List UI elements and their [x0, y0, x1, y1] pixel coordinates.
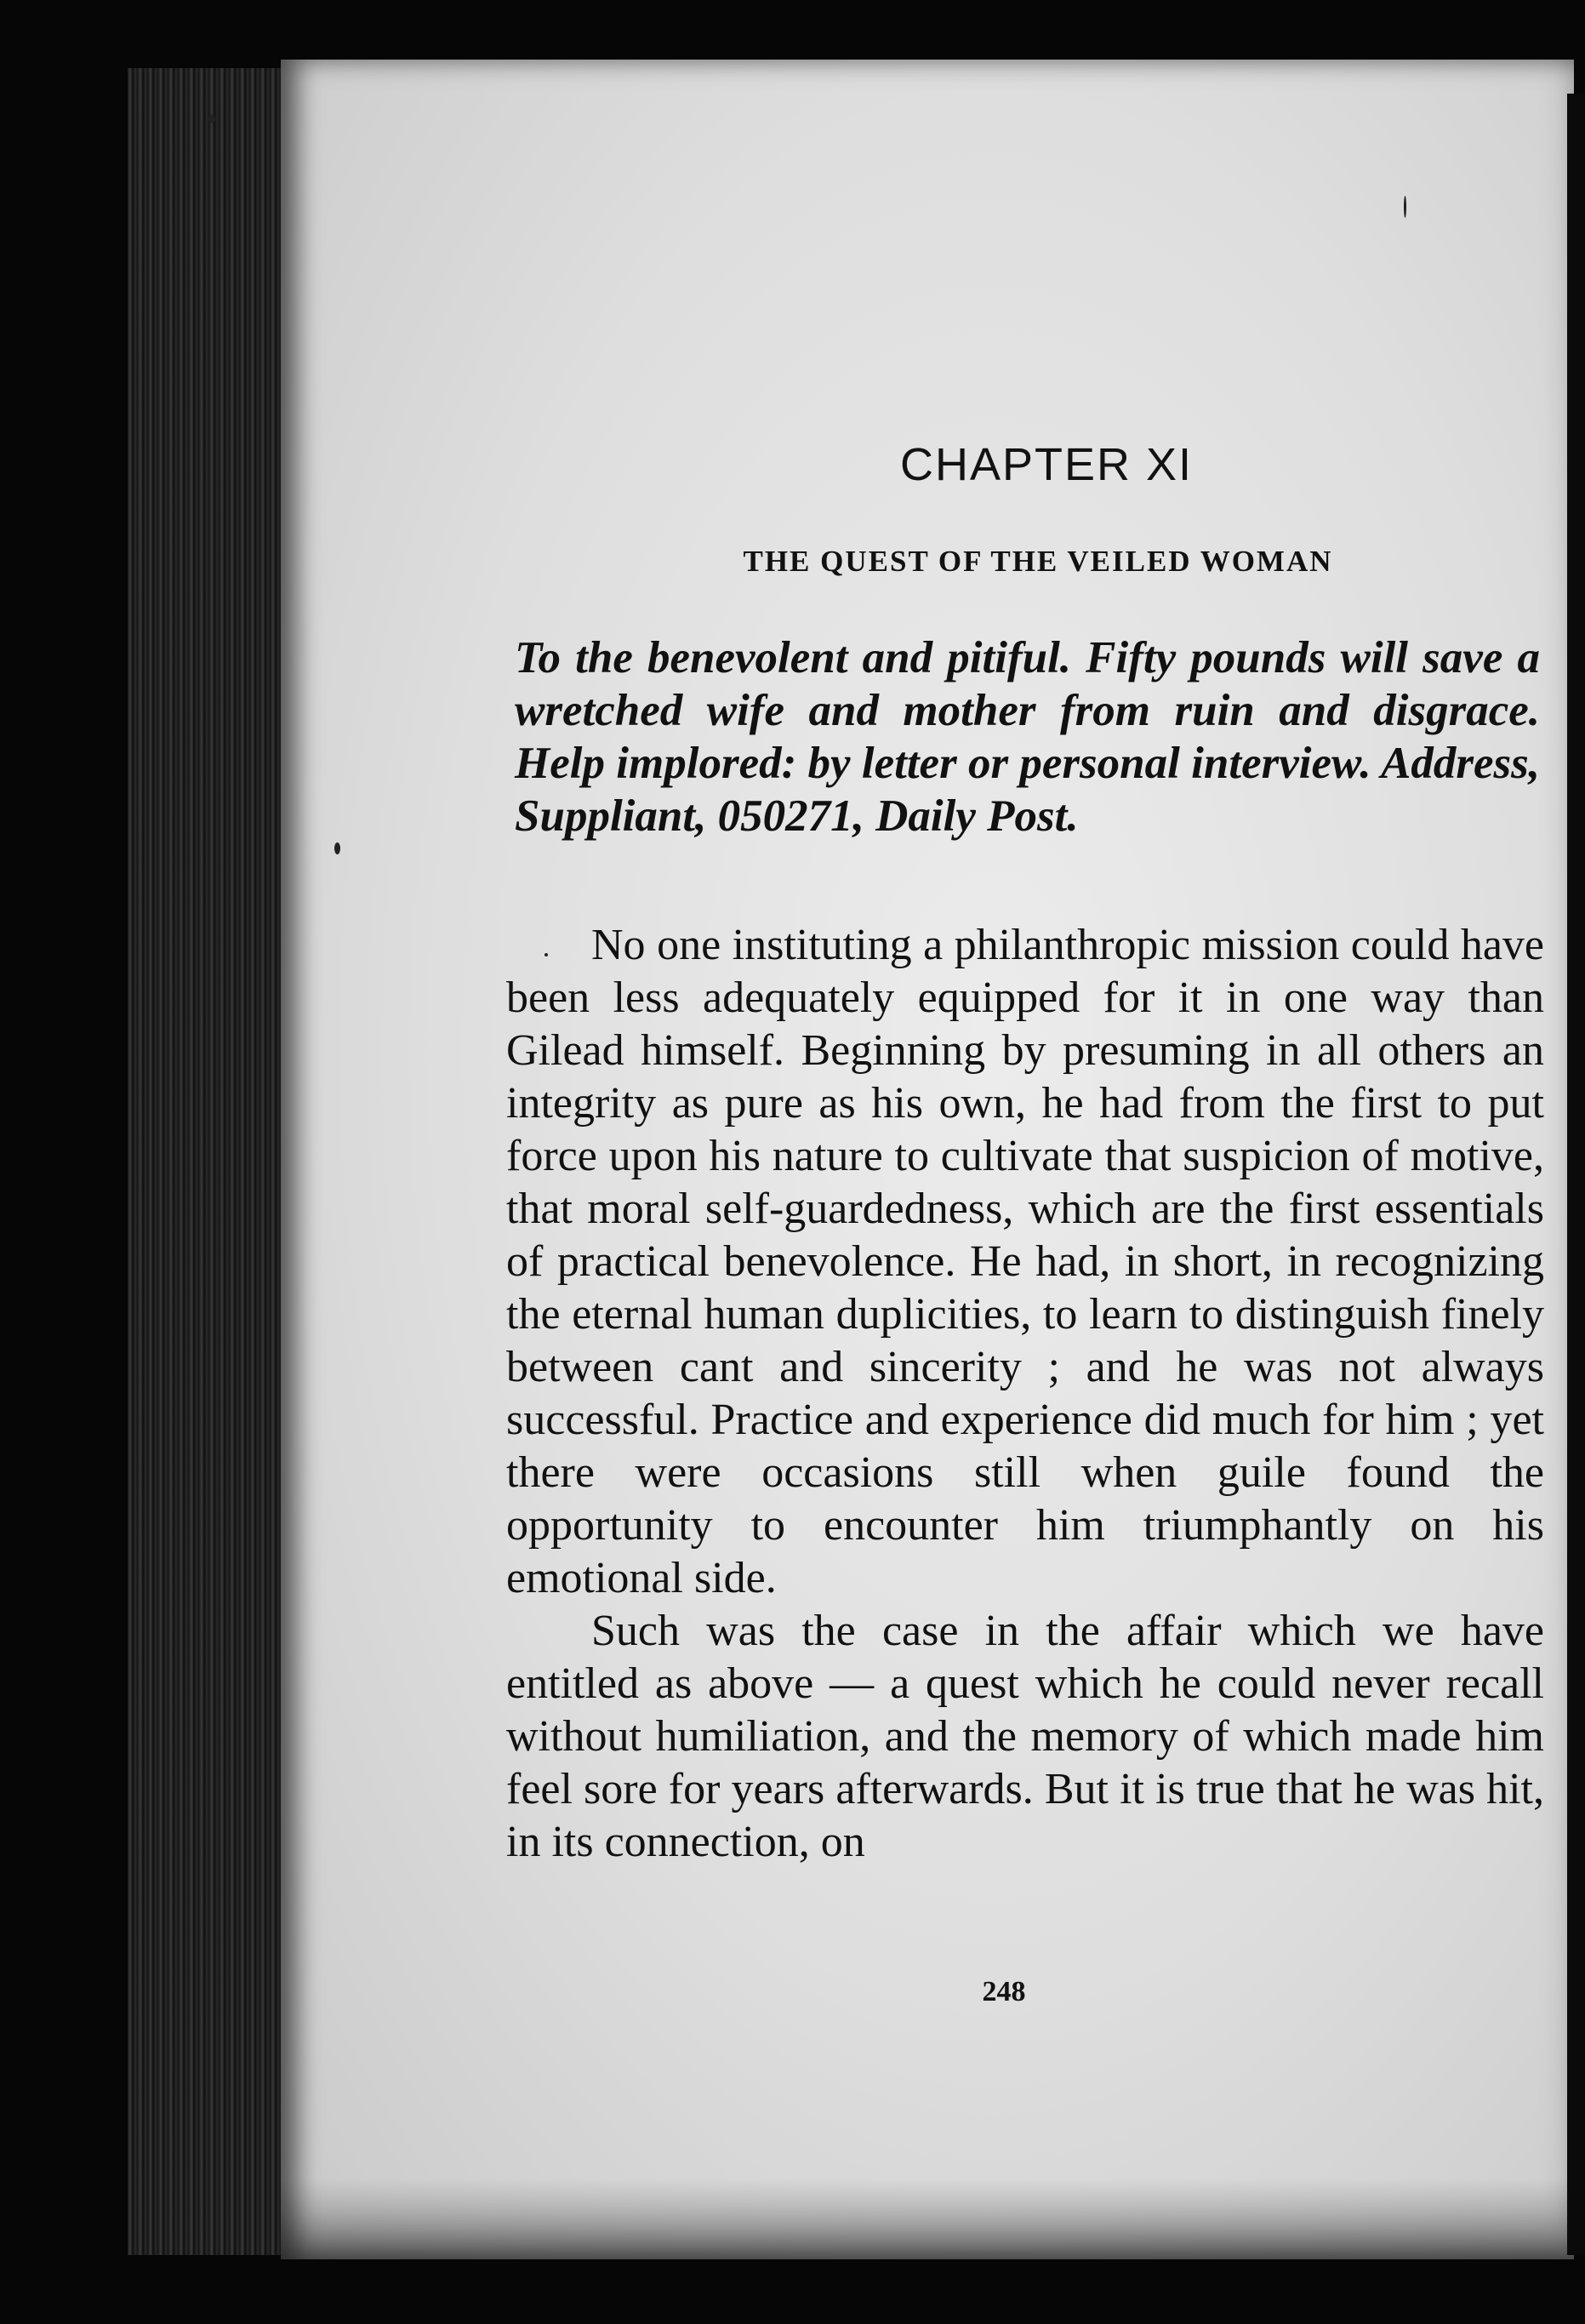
- epigraph: To the benevolent and pitiful. Fifty pounds will save a wretched wife and mother from ruin and disgrace. Help implored: by letter or personal interview. Address, Suppliant, 050271, Daily Post.: [515, 633, 1540, 841]
- scan-speck: [334, 842, 340, 854]
- scan-speck: [208, 115, 215, 123]
- paragraph: Such was the case in the affair which we have entitled as above — a quest which he could never recall without humiliation, and the memory of which made him feel sore for years afterwards. But it is true that he was hit, in its connection, on: [506, 1607, 1544, 1866]
- page-right-edge: [1567, 94, 1585, 2255]
- paragraph: No one instituting a philanthropic mission could have been less adequately equipped for it in one way than Gilead himself. Beginning by presuming in all others an integrity as pure as his own, he had from the first to put force upon his nature to cultivate that suspicion of motive, that moral self-guardedness, which are the first essentials of practical benevolence. He had, in short, in recognizing the eternal human duplicities, to learn to distinguish finely between cant and sincerity ; and he was not always successful. Practice and experience did much for him ; yet there were occasions still when guile found the opportunity to encounter him triumphantly on his emotional side.: [506, 921, 1544, 1602]
- page-number: 248: [982, 1976, 1026, 2007]
- chapter-title: CHAPTER XI: [899, 439, 1194, 490]
- scan-speck: [1404, 196, 1406, 218]
- chapter-subtitle: THE QUEST OF THE VEILED WOMAN: [743, 545, 1333, 578]
- body-text: [506, 919, 1544, 1869]
- book-page-edges: [128, 68, 298, 2255]
- page-bottom-shadow: [281, 2178, 1574, 2259]
